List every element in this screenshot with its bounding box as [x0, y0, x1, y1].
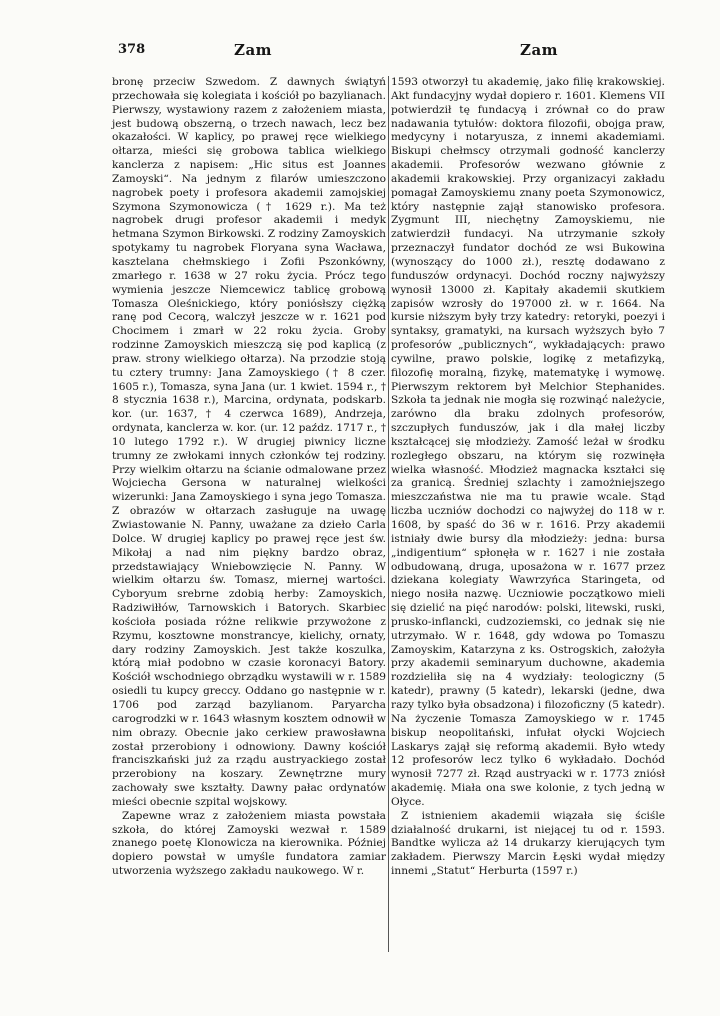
- right-paragraph-2: Z istnieniem akademii wiązała się ściśle działalność drukarni, ist niejącej tu od r. 1593. Bandtke wylicza aż 14 drukarzy kierujących tym zakładem. Pierwszy Marcin Łęski wydał między innemi „Statut“ Herburta (1597 r.): [391, 809, 665, 878]
- right-paragraph-1: 1593 otworzył tu akademię, jako filię krakowskiej. Akt fundacyjny wydał dopiero r. 1601. Klemens VII potwierdził tę fundacyą i zrównał co do praw nadawania tytułów: doktora filozofii, obojga praw, medycyny i notaryusza, z innemi akademiami. Biskupi chełmscy otrzymali godność kanclerzy akademii. Profesorów wezwano głównie z akademii krakowskiej. Przy organizacyi zakładu pomagał Zamoyskiemu znany poeta Szymonowicz, który następnie zajął stanowisko profesora. Zygmunt III, niechętny Zamoyskiemu, nie zatwierdził fundacyi. Na utrzymanie szkoły przeznaczył fundator dochód ze wsi Bukowina (wynoszący do 1000 zł.), resztę dodawano z funduszów ordynacyi. Dochód roczny najwyższy wynosił 13000 zł. Kapitały akademii skutkiem zapisów wzrosły do 197000 zł. w r. 1664. Na kursie niższym były trzy katedry: retoryki, poezyi i syntaksy, gramatyki, na kursach wyższych było 7 profesorów „publicznych“, wykładających: prawo cywilne, prawo polskie, logikę z metafizyką, filozofię moralną, fizykę, matematykę i wymowę. Pierwszym rektorem był Melchior Stephanides. Szkoła ta jednak nie mogła się rozwinąć należycie, zarówno dla braku zdolnych profesorów, szczupłych funduszów, jak i dla małej liczby kształcącej się młodzieży. Zamość leżał w środku rozległego obszaru, na którym się rozwinęła wielka własność. Młodzież magnacka kształci się za granicą. Średniej szlachty i zamożniejszego mieszczaństwa nie ma tu prawie wcale. Stąd liczba uczniów dochodzi co najwyżej do 118 w r. 1608, by spaść do 36 w r. 1616. Przy akademii istniały dwie bursy dla młodzieży: jedna: bursa „indigentium“ spłonęła w r. 1627 i nie została odbudowaną, druga, uposażona w r. 1677 przez dziekana kolegiaty Wawrzyńca Staringeta, od niego nosiła nazwę. Uczniowie początkowo mieli się dzielić na pięć narodów: polski, litewski, ruski, prusko-inflancki, cudzoziemski, co jednak się nie utrzymało. W r. 1648, gdy wdowa po Tomaszu Zamoyskim, Katarzyna z ks. Ostrogskich, założyła przy akademii seminaryum duchowne, akademia rozdzieliła się na 4 wydziały: teologiczny (5 katedr), prawny (5 katedr), lekarski (jedne, dwa razy tylko była obsadzona) i filozoficzny (5 katedr). Na życzenie Tomasza Zamoyskiego w r. 1745 biskup neopolitański, infułat ołycki Wojciech Laskarys zajął się reformą akademii. Było wtedy 12 profesorów lecz tylko 6 wykładało. Dochód wynosił 7277 zł. Rząd austryacki w r. 1773 zniósł akademię. Miała ona swe kolonie, z tych jedną w Ołyce.: [391, 76, 665, 808]
- left-column: [112, 76, 386, 879]
- running-head-right: Zam: [520, 41, 559, 59]
- page-number: 378: [118, 42, 146, 57]
- column-divider: [388, 76, 389, 952]
- left-paragraph-2: Zapewne wraz z założeniem miasta powstała szkoła, do której Zamoyski wezwał r. 1589 znanego poetę Klonowicza na kierownika. Później dopiero powstał w umyśle fundatora zamiar utworzenia wyższego zakładu naukowego. W r.: [112, 809, 386, 878]
- running-head-left: Zam: [234, 41, 273, 59]
- right-column: [391, 76, 665, 879]
- left-paragraph-1: bronę przeciw Szwedom. Z dawnych świątyń przechowała się kolegiata i kościół po bazylianach. Pierwszy, wystawiony razem z założeniem miasta, jest budową obszerną, o trzech nawach, lecz bez okazałości. W kaplicy, po prawej ręce wielkiego ołtarza, mieści się grobowa tablica wielkiego kanclerza z napisem: „Hic situs est Joannes Zamoyski“. Na jednym z filarów umieszczono nagrobek poety i profesora akademii zamojskiej Szymona Szymonowicza († 1629 r.). Ma też nagrobek drugi profesor akademii i medyk hetmana Szymon Birkowski. Z rodziny Zamoyskich spotykamy tu nagrobek Floryana syna Wacława, kasztelana chełmskiego i Zofii Pszonkówny, zmarłego r. 1638 w 27 roku życia. Prócz tego wymienia jeszcze Niemcewicz tablicę grobową Tomasza Oleśnickiego, który poniósłszy ciężką ranę pod Cecorą, walczył jeszcze w r. 1621 pod Chocimem i zmarł w 22 roku życia. Groby rodzinne Zamoyskich mieszczą się pod kaplicą (z praw. strony wielkiego ołtarza). Na przodzie stoją tu cztery trumny: Jana Zamoyskiego († 8 czer. 1605 r.), Tomasza, syna Jana (ur. 1 kwiet. 1594 r., † 8 stycznia 1638 r.), Marcina, ordynata, podskarb. kor. (ur. 1637, † 4 czerwca 1689), Andrzeja, ordynata, kanclerza w. kor. (ur. 12 paźdz. 1717 r., † 10 lutego 1792 r.). W drugiej piwnicy liczne trumny ze zwłokami innych członków tej rodziny. Przy wielkim ołtarzu na ścianie odmalowane przez Wojciecha Gersona w naturalnej wielkości wizerunki: Jana Zamoyskiego i syna jego Tomasza. Z obrazów w ołtarzach zasługuje na uwagę Zwiastowanie N. Panny, uważane za dzieło Carla Dolce. W drugiej kaplicy po prawej ręce jest św. Mikołaj a nad nim piękny bardzo obraz, przedstawiający Wniebowzięcie N. Panny. W wielkim ołtarzu św. Tomasz, miernej wartości. Cyboryum srebrne zdobią herby: Zamoyskich, Radziwiłłów, Tarnowskich i Batorych. Skarbiec kościoła posiada różne relikwie przywożone z Rzymu, kosztowne monstrancye, kielichy, ornaty, dary rodziny Zamoyskich. Jest także koszulka, którą miał podobno w czasie koronacyi Batory. Kościół wschodniego obrządku wystawili w r. 1589 osiedli tu kupcy greccy. Oddano go następnie w r. 1706 pod zarząd bazylianom. Paryarcha carogrodzki w r. 1643 własnym kosztem odnowił w nim obrazy. Obecnie jako cerkiew prawosławna został przerobiony i odnowiony. Dawny kościół franciszkański już za rządu austryackiego został przerobiony na koszary. Zewnętrzne mury zachowały swe kształty. Dawny pałac ordynatów mieści obecnie szpital wojskowy.: [112, 76, 386, 808]
